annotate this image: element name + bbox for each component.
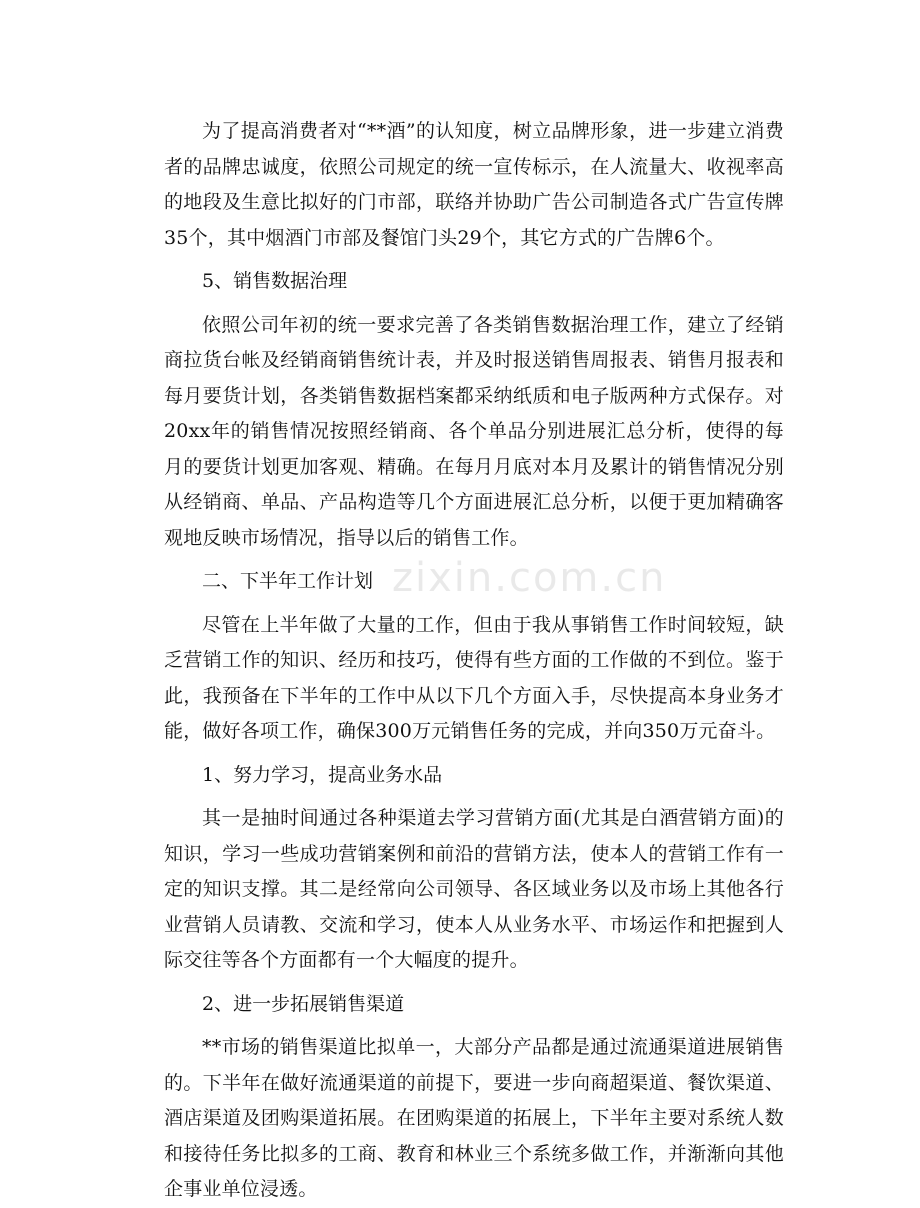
heading-expand-channels: 2、进一步拓展销售渠道 xyxy=(202,992,405,1015)
document-body xyxy=(164,114,784,1208)
spacer xyxy=(164,1022,784,1030)
paragraph-sales-data: 依照公司年初的统一要求完善了各类销售数据治理工作，建立了经销商拉货台帐及经销商销售统计表，并及时报送销售周报表、销售月报表和每月要货计划，各类销售数据档案都采纳纸质和电子版两种方式保存。对20xx年的销售情况按照经销商、各个单品分别进展汇总分析，使得的每月的要货计划更加客观、精确。在每月月底对本月及累计的销售情况分别从经销商、单品、产品构造等几个方面进展汇总分析，以便于更加精确客观地反映市场情况，指导以后的销售工作。 xyxy=(164,313,784,549)
spacer xyxy=(164,256,784,264)
spacer xyxy=(164,600,784,608)
heading-second-half-plan: 二、下半年工作计划 xyxy=(202,570,374,592)
spacer xyxy=(164,300,784,308)
paragraph-brand-promotion: 为了提高消费者对“**酒”的认知度，树立品牌形象，进一步建立消费者的品牌忠诚度，依照公司规定的统一宣传标示，在人流量大、收视率高的地段及生意比拟好的门市部，联络并协助广告公司制造各式广告宣传牌35个，其中烟酒门市部及餐馆门头29个，其它方式的广告牌6个。 xyxy=(164,120,784,249)
watermark: zixin.com.cn xyxy=(392,555,667,601)
spacer xyxy=(164,793,784,801)
spacer xyxy=(164,979,784,987)
paragraph-channels: **市场的销售渠道比拟单一，大部分产品都是通过流通渠道进展销售的。下半年在做好流通渠道的前提下，要进一步向商超渠道、餐饮渠道、酒店渠道及团购渠道拓展。在团购渠道的拓展上，下半年主要对系统人数和接待任务比拟多的工商、教育和林业三个系统多做工作，并渐渐向其他企事业单位浸透。 xyxy=(164,1036,784,1200)
paragraph-study: 其一是抽时间通过各种渠道去学习营销方面(尤其是白酒营销方面)的知识，学习一些成功营销案例和前沿的营销方法，使本人的营销工作有一定的知识支撑。其二是经常向公司领导、各区域业务以及市场上其他各行业营销人员请教、交流和学习，使本人从业务水平、市场运作和把握到人际交往等各个方面都有一个大幅度的提升。 xyxy=(164,807,784,971)
spacer xyxy=(164,750,784,758)
heading-study-hard: 1、努力学习，提高业务水品 xyxy=(202,763,443,786)
spacer xyxy=(164,556,784,564)
heading-sales-data-management: 5、销售数据治理 xyxy=(202,270,348,292)
paragraph-second-half-intro: 尽管在上半年做了大量的工作，但由于我从事销售工作时间较短，缺乏营销工作的知识、经历和技巧，使得有些方面的工作做的不到位。鉴于此，我预备在下半年的工作中从以下几个方面入手，尽快提高本身业务才能，做好各项工作，确保300万元销售任务的完成，并向350万元奋斗。 xyxy=(164,613,784,742)
